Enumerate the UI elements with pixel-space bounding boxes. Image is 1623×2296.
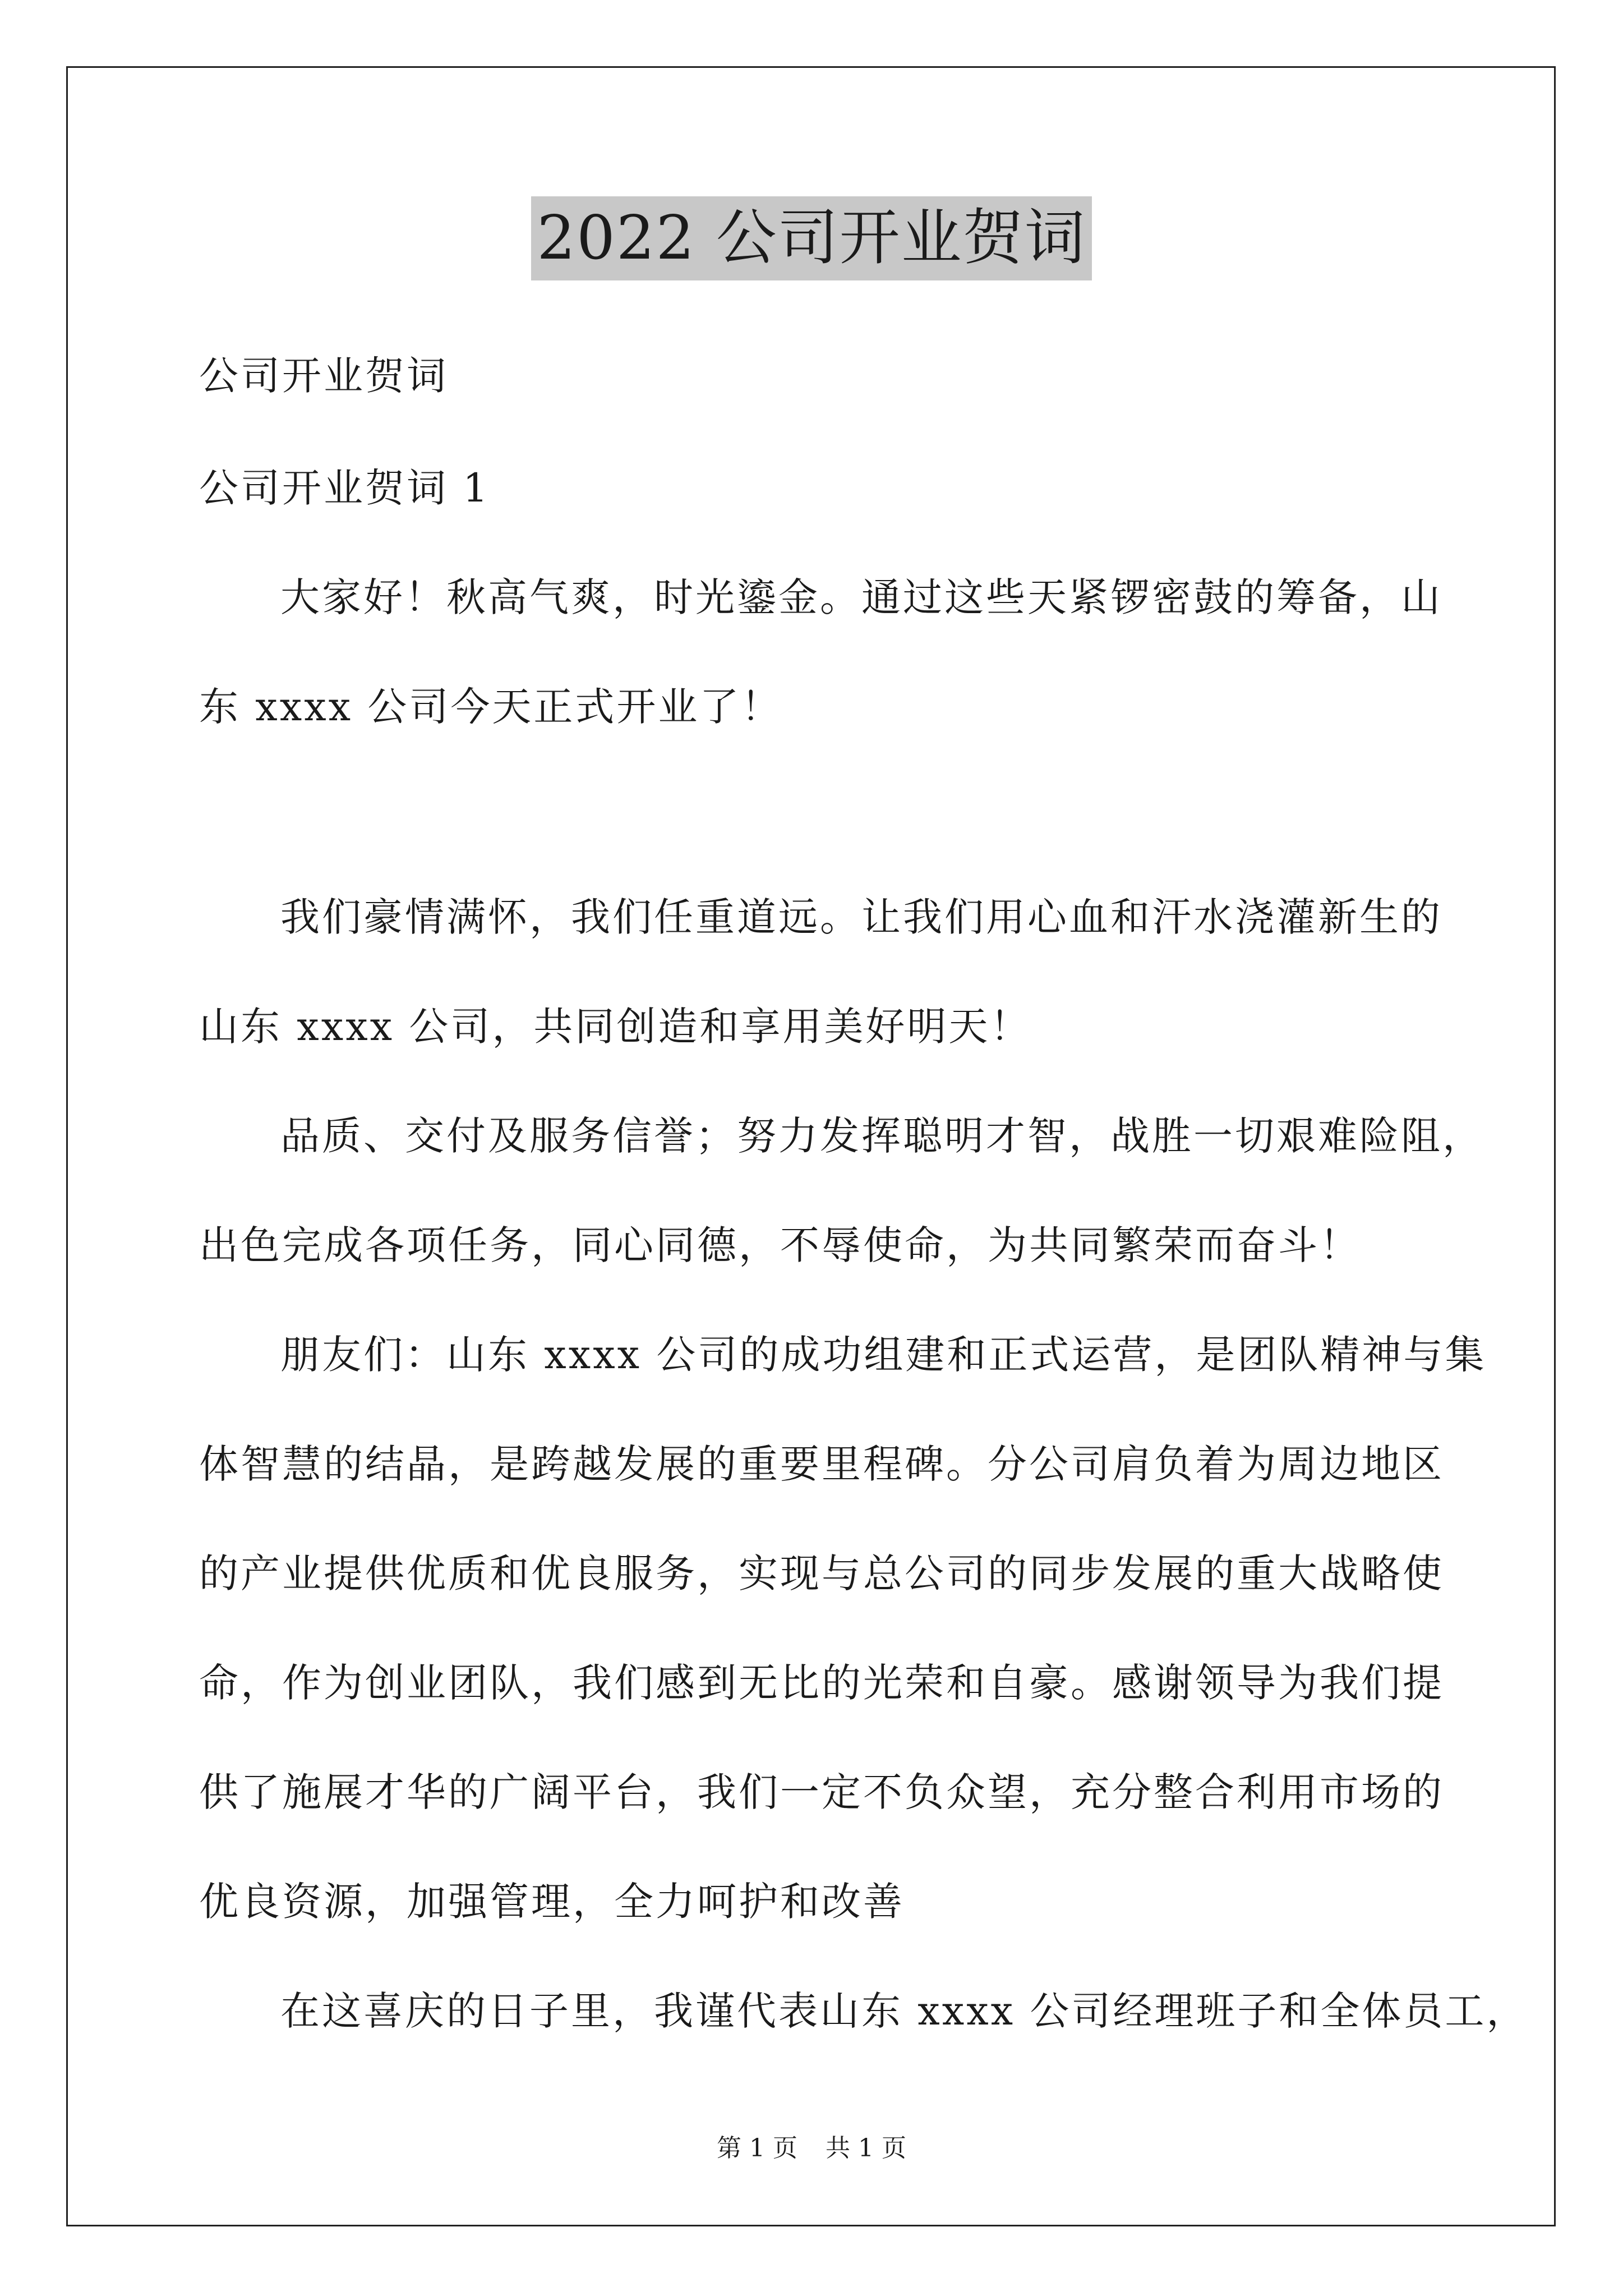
document-title: 2022 公司开业贺词 — [531, 196, 1091, 280]
paragraph-line: 山东 xxxx 公司，共同创造和享用美好明天！ — [199, 1004, 1032, 1050]
page-number-current: 第 1 页 — [717, 2134, 797, 2162]
paragraph-line: 优良资源，加强管理，全力呵护和改善 — [199, 1879, 905, 1925]
paragraph-line: 出色完成各项任务，同心同德，不辱使命，为共同繁荣而奋斗！ — [199, 1222, 1361, 1268]
title-container — [0, 196, 1623, 280]
paragraph-line: 我们豪情满怀，我们任重道远。让我们用心血和汗水浇灌新生的 — [280, 894, 1442, 940]
paragraph-line: 大家好！秋高气爽，时光鎏金。通过这些天紧锣密鼓的筹备，山 — [280, 574, 1442, 620]
paragraph-line: 命，作为创业团队，我们感到无比的光荣和自豪。感谢领导为我们提 — [199, 1660, 1444, 1706]
page-footer — [0, 2132, 1623, 2165]
section-heading: 公司开业贺词 — [199, 353, 448, 399]
paragraph-line: 东 xxxx 公司今天正式开业了！ — [199, 684, 783, 730]
paragraph-line: 在这喜庆的日子里，我谨代表山东 xxxx 公司经理班子和全体员工， — [280, 1988, 1528, 2034]
paragraph-line: 供了施展才华的广阔平台，我们一定不负众望，充分整合利用市场的 — [199, 1769, 1444, 1815]
paragraph-line: 的产业提供优质和优良服务，实现与总公司的同步发展的重大战略使 — [199, 1550, 1444, 1596]
page-number-total: 共 1 页 — [826, 2134, 906, 2162]
paragraph-line: 体智慧的结晶，是跨越发展的重要里程碑。分公司肩负着为周边地区 — [199, 1441, 1444, 1487]
paragraph-line: 朋友们：山东 xxxx 公司的成功组建和正式运营，是团队精神与集 — [280, 1332, 1487, 1378]
paragraph-line: 品质、交付及服务信誉；努力发挥聪明才智，战胜一切艰难险阻， — [280, 1113, 1484, 1159]
section-subheading: 公司开业贺词 1 — [199, 465, 490, 511]
